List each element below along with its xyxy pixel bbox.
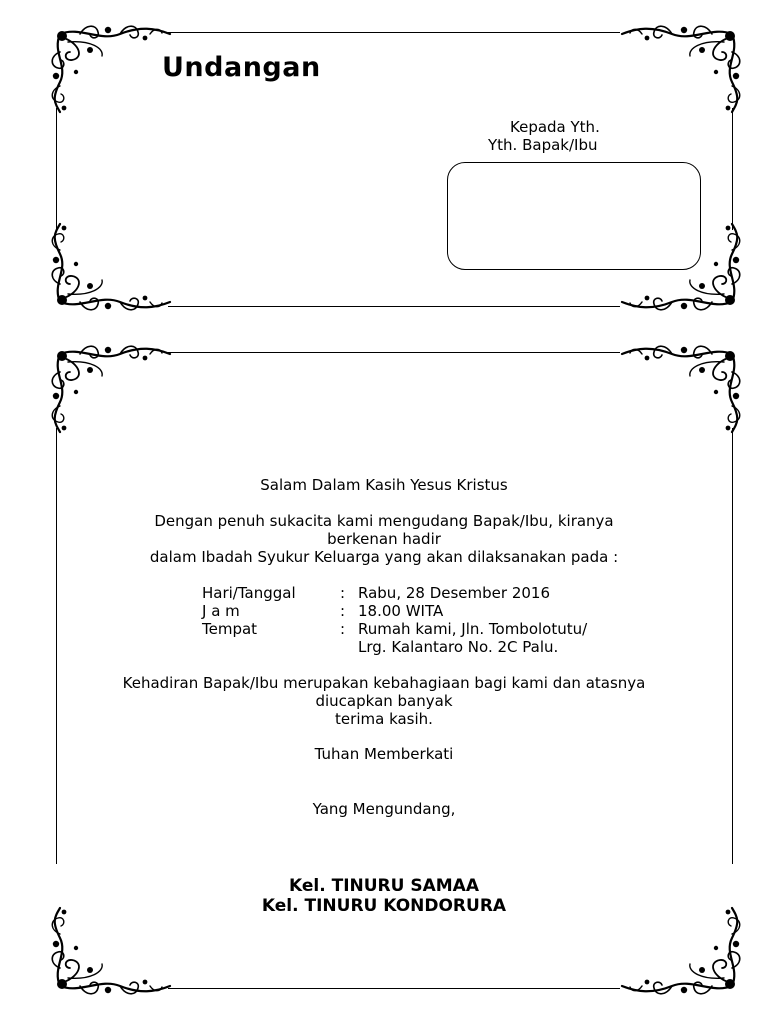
detail-label: J a m [202,602,240,620]
detail-value: Rumah kami, Jln. Tombolotutu/ [358,620,588,638]
detail-value: Rabu, 28 Desember 2016 [358,584,550,602]
intro-line-1: Dengan penuh sukacita kami mengudang Bapak/Ibu, kiranya [154,512,614,530]
detail-separator: : [340,620,346,638]
closing-line-2: diucapkan banyak [315,692,453,710]
detail-label: Hari/Tanggal [202,584,296,602]
detail-value-continued: Lrg. Kalantaro No. 2C Palu. [358,638,559,656]
detail-label: Tempat [202,620,258,638]
blessing: Tuhan Memberkati [314,745,454,763]
ornament-corner-icon [612,344,742,434]
detail-value: 18.00 WITA [358,602,444,620]
ornament-corner-icon [612,906,742,996]
signoff: Yang Mengundang, [312,800,456,818]
ornament-corner-icon [50,24,180,114]
ornament-corner-icon [612,24,742,114]
closing-line-3: terima kasih. [335,710,433,728]
intro-line-3: dalam Ibadah Syukur Keluarga yang akan dilaksanakan pada : [149,548,619,566]
envelope-left-border [56,108,57,230]
detail-separator: : [340,602,346,620]
family-name-2: Kel. TINURU KONDORURA [261,896,507,916]
envelope-bottom-border [168,306,620,307]
address-box [447,162,701,270]
recipient-line-2: Yth. Bapak/Ibu [488,136,598,154]
invitation-title: Undangan [162,52,321,83]
greeting: Salam Dalam Kasih Yesus Kristus [260,476,508,494]
recipient-line-1: Kepada Yth. [510,118,600,136]
family-name-1: Kel. TINURU SAMAA [288,876,479,896]
ornament-corner-icon [50,906,180,996]
envelope-right-border [732,108,733,230]
letter-top-border [168,352,620,353]
intro-line-2: berkenan hadir [327,530,441,548]
detail-separator: : [340,584,346,602]
closing-line-1: Kehadiran Bapak/Ibu merupakan kebahagiaan bagi kami dan atasnya [122,674,646,692]
ornament-corner-icon [50,222,180,312]
ornament-corner-icon [50,344,180,434]
letter-bottom-border [168,988,620,989]
envelope-top-border [168,32,620,33]
